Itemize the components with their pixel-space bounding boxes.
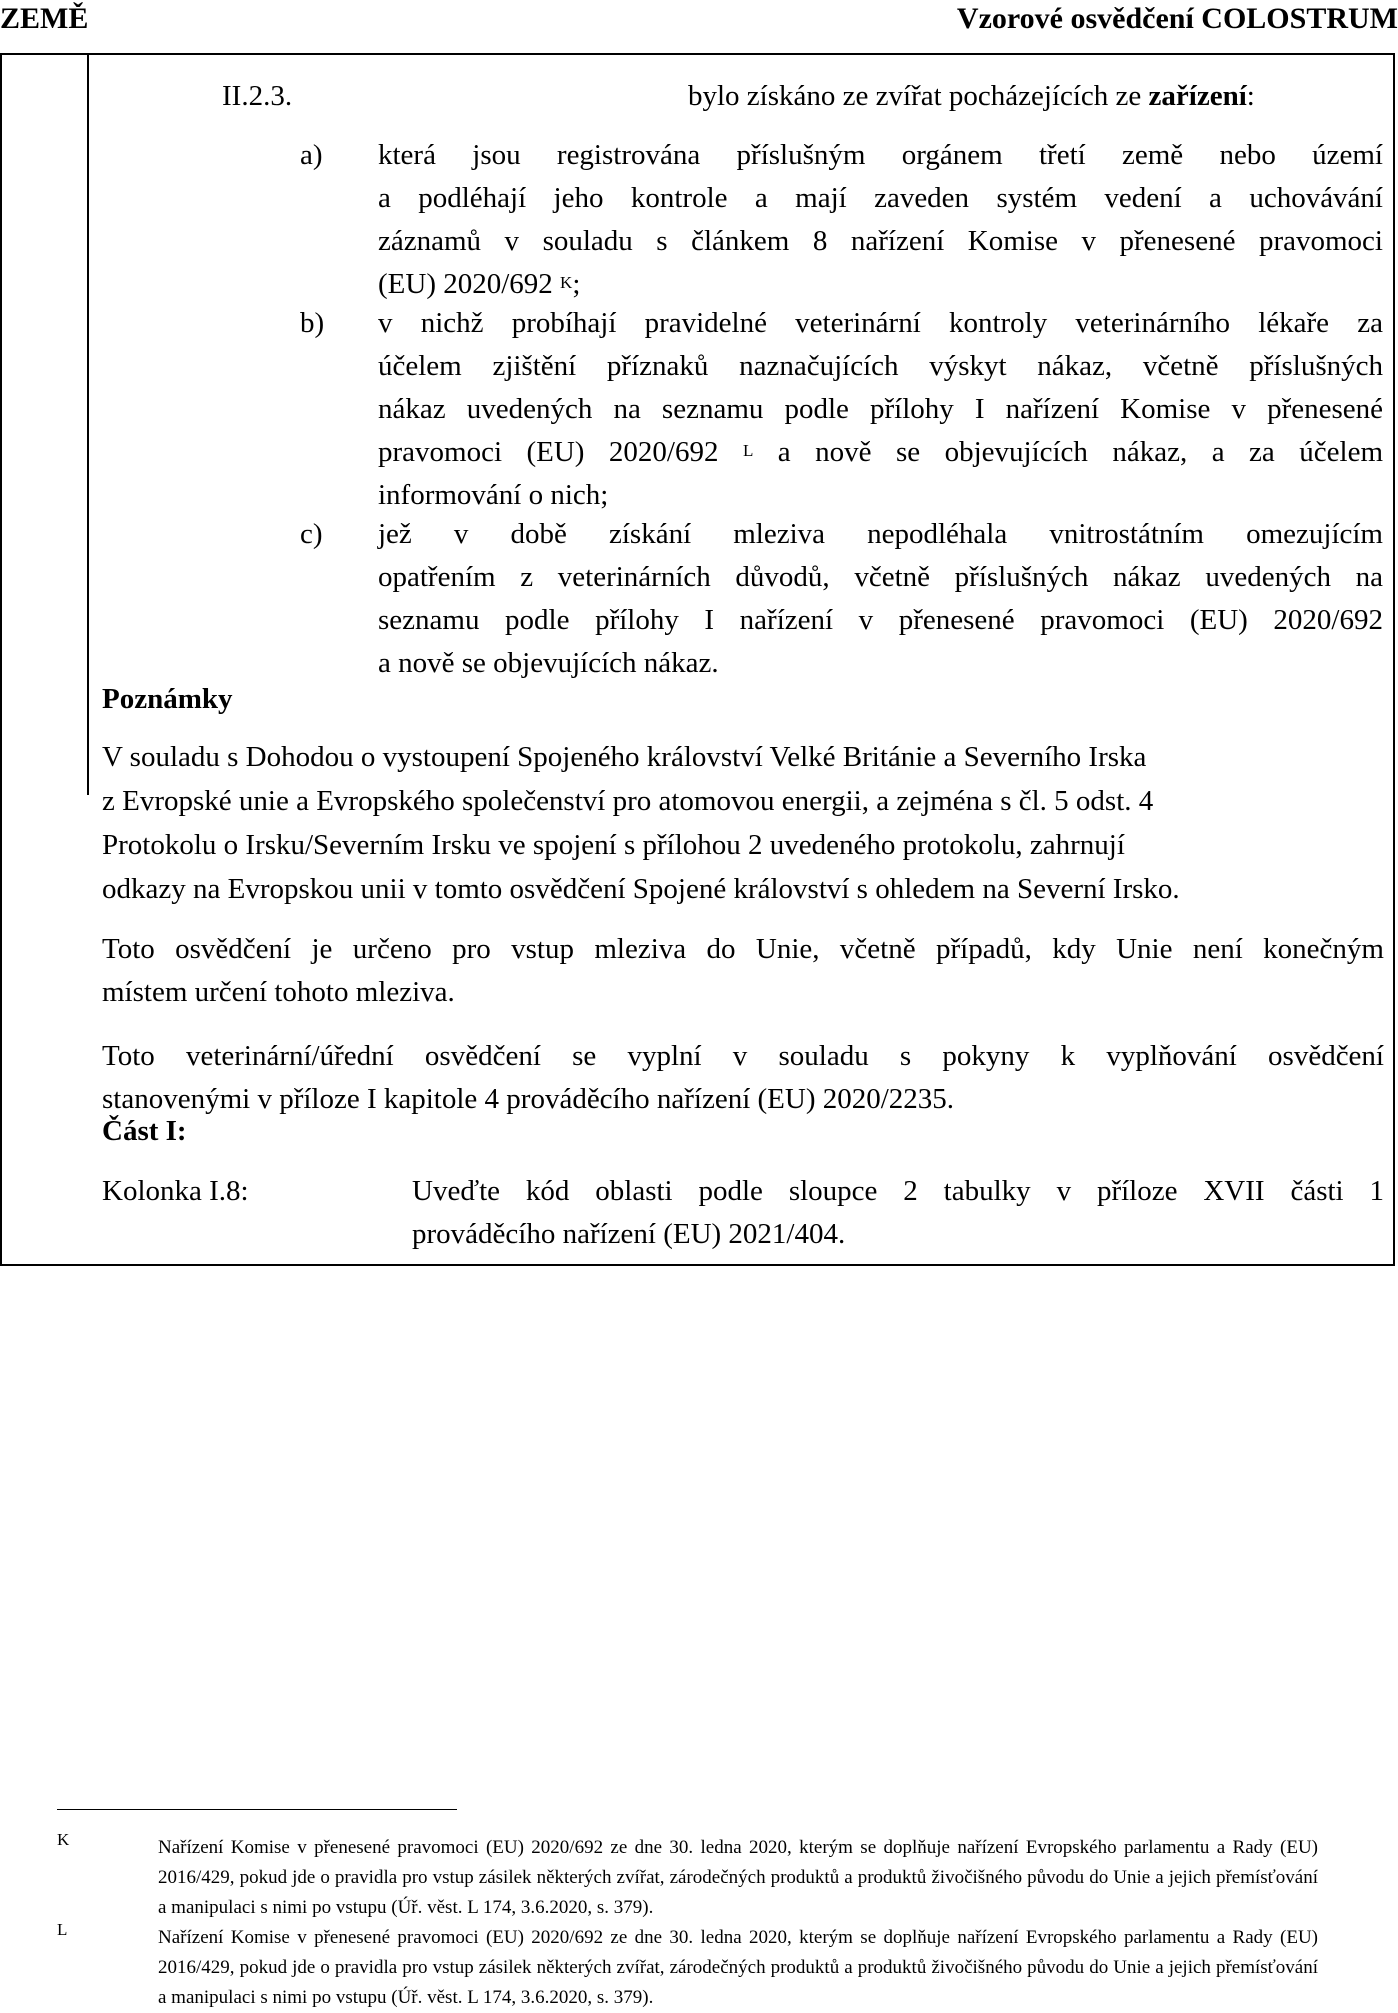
left-column-divider xyxy=(87,55,89,795)
section-intro: bylo získáno ze zvířat pocházejících ze zařízení: xyxy=(688,80,1255,112)
footnote-k-text: Nařízení Komise v přenesené pravomoci (EU) 2020/692 ze dne 30. ledna 2020, kterým se doplňuje nařízení Evropského parlamentu a Rady (EU) 2016/429, pokud jde o pravidla pro vstup zásilek některých zvířat, zárodečných produktů a produktů živočišného původu do Unie a jejich přemísťování a manipulaci s nimi po vstupu (Úř. věst. L 174, 3.6.2020, s. 379). xyxy=(158,1837,1318,1918)
item-a-text: která jsou registrována příslušným orgánem třetí země nebo území a podléhají jeho kontrole a mají zaveden systém vedení a uchovávání záznamů v souladu s článkem 8 nařízení Komise v přenesené pravomoci (EU) 2020/692 $^K$; xyxy=(378,139,1383,300)
footnote-separator xyxy=(57,1809,457,1810)
footnote-l-text: Nařízení Komise v přenesené pravomoci (EU) 2020/692 ze dne 30. ledna 2020, kterým se doplňuje nařízení Evropského parlamentu a Rady (EU) 2016/429, pokud jde o pravidla pro vstup zásilek některých zvířat, zárodečných produktů a produktů živočišného původu do Unie a jejich přemísťování a manipulaci s nimi po vstupu (Úř. věst. L 174, 3.6.2020, s. 379). xyxy=(158,1927,1318,2008)
header-certificate-title: Vzorové osvědčení COLOSTRUM xyxy=(956,2,1398,35)
header-country: ZEMĚ xyxy=(0,2,89,35)
box-text: Uveďte kód oblasti podle sloupce 2 tabulky v příloze XVII části 1 prováděcího nařízení (EU) 2021/404. xyxy=(412,1175,1384,1250)
item-b-text: v nichž probíhají pravidelné veterinární kontroly veterinárního lékaře za účelem zjištění příznaků naznačujících výskyt nákaz, včetně příslušných nákaz uvedených na seznamu podle přílohy I nařízení Komise v přenesené pravomoci (EU) 2020/692 $^L$ a nově se objevujících nákaz, a za účelem informování o nich; xyxy=(378,307,1383,511)
item-b-label: b) xyxy=(300,307,325,339)
footnote-k-mark: K xyxy=(57,1830,70,1849)
certificate-frame xyxy=(0,53,1395,1266)
notes-paragraph-3: Toto veterinární/úřední osvědčení se vyplní v souladu s pokyny k vyplňování osvědčení stanovenými v příloze I kapitole 4 prováděcího nařízení (EU) 2020/2235. xyxy=(102,1040,1384,1115)
notes-paragraph-2: Toto osvědčení je určeno pro vstup mleziva do Unie, včetně případů, kdy Unie není konečným místem určení tohoto mleziva. xyxy=(102,933,1384,1008)
notes-title: Poznámky xyxy=(102,683,233,715)
box-label: Kolonka I.8: xyxy=(102,1175,249,1207)
item-c-label: c) xyxy=(300,518,323,550)
item-c-text: jež v době získání mleziva nepodléhala vnitrostátním omezujícím opatřením z veterinárních důvodů, včetně příslušných nákaz uvedených na seznamu podle přílohy I nařízení v přenesené pravomoci (EU) 2020/692 a nově se objevujících nákaz. xyxy=(378,518,1383,679)
notes-paragraph-1: V souladu s Dohodou o vystoupení Spojeného království Velké Británie a Severního Irska z Evropské unie a Evropského společenství pro atomovou energii, a zejména s čl. 5 odst. 4 Protokolu o Irsku/Severním Irsku ve spojení s přílohou 2 uvedeného protokolu, zahrnují odkazy na Evropskou unii v tomto osvědčení Spojené království s ohledem na Severní Irsko. xyxy=(102,741,1180,905)
item-a-label: a) xyxy=(300,139,323,171)
part-one-title: Část I: xyxy=(102,1115,187,1147)
section-number: II.2.3. xyxy=(222,80,293,112)
footnote-l-mark: L xyxy=(57,1920,68,1939)
